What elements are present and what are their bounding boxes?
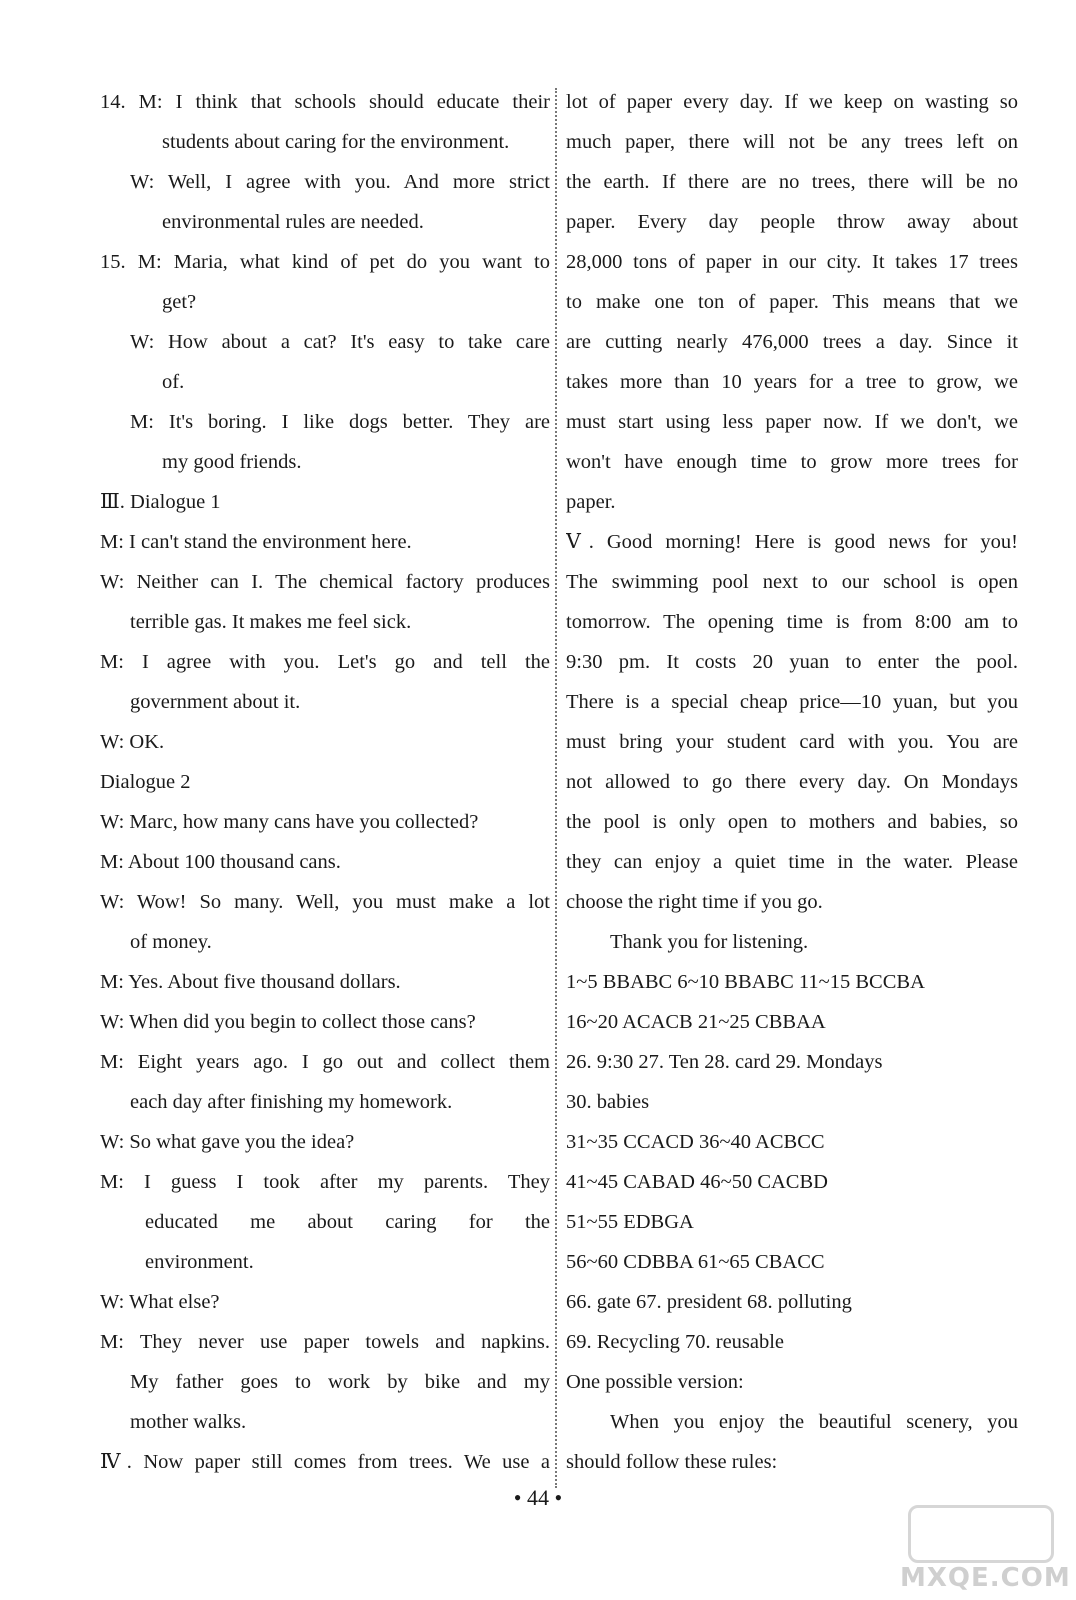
text-line: Thank you for listening. (610, 931, 809, 953)
text-line: W: OK. (100, 731, 165, 753)
text-line: environmental rules are needed. (162, 211, 424, 233)
text-line: Ⅳ. Now paper still comes from trees. We use a (100, 1451, 550, 1473)
text-line: mother walks. (130, 1411, 247, 1433)
text-line: M: I can't stand the environment here. (100, 531, 412, 553)
text-line: Ⅴ. Good morning! Here is good news for you! (566, 531, 1018, 553)
text-line: government about it. (130, 691, 301, 713)
text-line: 41~45 CABAD 46~50 CACBD (566, 1171, 828, 1193)
text-line: paper. Every day people throw away about (566, 211, 1018, 233)
text-line: takes more than 10 years for a tree to grow, we (566, 371, 1018, 393)
text-line: must bring your student card with you. You are (566, 731, 1018, 753)
text-line: W: So what gave you the idea? (100, 1131, 355, 1153)
page-number: • 44 • (513, 1485, 563, 1510)
text-line: they can enjoy a quiet time in the water. Please (566, 851, 1018, 873)
text-line: educated me about caring for the (145, 1211, 550, 1233)
text-line: One possible version: (566, 1371, 744, 1393)
text-line: paper. (566, 491, 616, 513)
text-line: must start using less paper now. If we don't, we (566, 411, 1018, 433)
text-line: students about caring for the environment. (162, 131, 510, 153)
text-line: each day after finishing my homework. (130, 1091, 453, 1113)
text-line: tomorrow. The opening time is from 8:00 am to (566, 611, 1018, 633)
text-line: 9:30 pm. It costs 20 yuan to enter the pool. (566, 651, 1018, 673)
text-line: When you enjoy the beautiful scenery, you (610, 1411, 1018, 1433)
text-line: 28,000 tons of paper in our city. It takes 17 trees (566, 251, 1018, 273)
text-line: 26. 9:30 27. Ten 28. card 29. Mondays (566, 1051, 883, 1073)
column-divider (555, 88, 557, 1488)
text-line: W: What else? (100, 1291, 220, 1313)
text-line: 31~35 CCACD 36~40 ACBCC (566, 1131, 825, 1153)
text-line: are cutting nearly 476,000 trees a day. Since it (566, 331, 1018, 353)
text-line: M: I agree with you. Let's go and tell the (100, 651, 550, 673)
text-line: choose the right time if you go. (566, 891, 823, 913)
text-line: 56~60 CDBBA 61~65 CBACC (566, 1251, 825, 1273)
text-line: W: When did you begin to collect those cans? (100, 1011, 476, 1033)
text-line: Dialogue 2 (100, 771, 191, 793)
text-line: get? (162, 291, 197, 313)
left-column (100, 82, 550, 1482)
text-line: 51~55 EDBGA (566, 1211, 694, 1233)
text-line: Ⅲ. Dialogue 1 (100, 491, 221, 513)
text-line: 14. M: I think that schools should educate their (100, 91, 550, 113)
text-line: W: Wow! So many. Well, you must make a lot (100, 891, 550, 913)
text-line: M: Yes. About five thousand dollars. (100, 971, 401, 993)
text-line: my good friends. (162, 451, 302, 473)
text-line: M: Eight years ago. I go out and collect them (100, 1051, 550, 1073)
text-line: The swimming pool next to our school is open (566, 571, 1018, 593)
text-line: environment. (145, 1251, 254, 1273)
text-line: 66. gate 67. president 68. polluting (566, 1291, 852, 1313)
watermark-text: MXQE.COM (900, 1563, 1071, 1593)
text-line: not allowed to go there every day. On Mondays (566, 771, 1018, 793)
text-line: lot of paper every day. If we keep on wasting so (566, 91, 1018, 113)
watermark-stamp-icon (908, 1505, 1054, 1563)
text-line: should follow these rules: (566, 1451, 778, 1473)
text-line: My father goes to work by bike and my (130, 1371, 550, 1393)
text-line: 30. babies (566, 1091, 650, 1113)
text-line: 15. M: Maria, what kind of pet do you want to (100, 251, 550, 273)
text-line: M: I guess I took after my parents. They (100, 1171, 550, 1193)
text-line: W: Well, I agree with you. And more strict (130, 171, 550, 193)
text-line: of money. (130, 931, 212, 953)
text-line: 1~5 BBABC 6~10 BBABC 11~15 BCCBA (566, 971, 925, 993)
text-line: of. (162, 371, 185, 393)
text-line: M: They never use paper towels and napkins. (100, 1331, 550, 1353)
text-line: W: Marc, how many cans have you collected? (100, 811, 479, 833)
text-line: terrible gas. It makes me feel sick. (130, 611, 412, 633)
watermark-logo (900, 1505, 1071, 1595)
text-line: to make one ton of paper. This means that we (566, 291, 1018, 313)
text-line: 16~20 ACACB 21~25 CBBAA (566, 1011, 826, 1033)
text-line: W: Neither can I. The chemical factory produces (100, 571, 550, 593)
text-line: the pool is only open to mothers and babies, so (566, 811, 1018, 833)
text-line: M: About 100 thousand cans. (100, 851, 341, 873)
text-line: There is a special cheap price—10 yuan, but you (566, 691, 1018, 713)
text-line: W: How about a cat? It's easy to take care (130, 331, 550, 353)
text-line: 69. Recycling 70. reusable (566, 1331, 785, 1353)
text-line: the earth. If there are no trees, there will be no (566, 171, 1018, 193)
text-line: M: It's boring. I like dogs better. They are (130, 411, 550, 433)
right-column (566, 82, 1018, 1482)
text-line: won't have enough time to grow more trees for (566, 451, 1018, 473)
text-line: much paper, there will not be any trees left on (566, 131, 1018, 153)
